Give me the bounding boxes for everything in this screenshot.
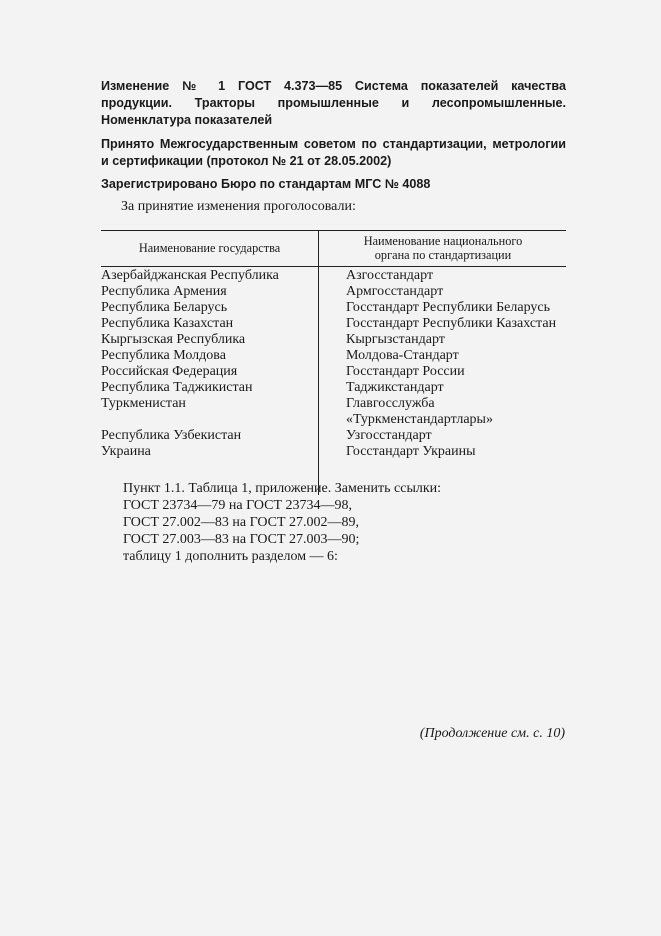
- country-cell: Республика Таджикистан: [101, 380, 253, 395]
- country-cell: Республика Молдова: [101, 348, 226, 363]
- country-cell: Азербайджанская Республика: [101, 268, 279, 283]
- org-cell: Главгосслужба «Туркменстандартлары»: [346, 396, 493, 427]
- table-body: [101, 267, 566, 460]
- table-row: [101, 332, 566, 348]
- column-header-body: [320, 234, 566, 262]
- country-cell: Украина: [101, 444, 151, 459]
- table-row: [101, 300, 566, 316]
- voted-intro: За принятие изменения проголосовали:: [121, 199, 356, 214]
- column-header-state: Наименование государства: [138, 241, 281, 255]
- table-row: [101, 316, 566, 332]
- table-row: [101, 428, 566, 444]
- country-cell: Республика Казахстан: [101, 316, 234, 331]
- org-cell: Азгосстандарт: [346, 268, 434, 283]
- amendment-line: Пункт 1.1. Таблица 1, приложение. Заменить ссылки:: [123, 481, 442, 496]
- table-row: [101, 348, 566, 364]
- table-row: [101, 268, 566, 284]
- country-cell: Кыргызская Республика: [101, 332, 246, 347]
- table-row: [101, 284, 566, 300]
- org-cell: Госстандарт России: [346, 364, 465, 379]
- org-cell: Молдова-Стандарт: [346, 348, 459, 363]
- org-cell: Кыргызстандарт: [346, 332, 445, 347]
- country-cell: Туркменистан: [101, 396, 186, 411]
- continuation-note: (Продолжение см. с. 10): [419, 726, 565, 741]
- column-header-body-line1: Наименование национального: [363, 234, 523, 248]
- adopted-statement: Принято Межгосударственным советом по стандартизации, метрологии и сертификации (протокол № 21 от 28.05.2002): [101, 137, 566, 168]
- table-row: [101, 444, 566, 460]
- amendment-text: [123, 480, 483, 565]
- country-cell: Российская Федерация: [101, 364, 238, 379]
- org-cell: Госстандарт Республики Казахстан: [346, 316, 557, 331]
- amendment-line: ГОСТ 23734—79 на ГОСТ 23734—98,: [123, 498, 353, 513]
- org-cell: Узгосстандарт: [346, 428, 432, 443]
- amendment-line: ГОСТ 27.003—83 на ГОСТ 27.003—90;: [123, 532, 360, 547]
- country-cell: Республика Армения: [101, 284, 227, 299]
- table-row: [101, 364, 566, 380]
- amendment-header: [101, 78, 566, 193]
- org-cell: Госстандарт Украины: [346, 444, 476, 459]
- amendment-line: таблицу 1 дополнить разделом — 6:: [123, 549, 338, 564]
- table-row: [101, 396, 566, 428]
- amendment-title: Изменение № 1 ГОСТ 4.373—85 Система показателей качества продукции. Тракторы промышленные и лесопромышленные. Номенклатура показателей: [101, 79, 566, 127]
- column-header-body-line2: органа по стандартизации: [374, 248, 512, 262]
- voting-table: [101, 230, 566, 460]
- registration-statement: Зарегистрировано Бюро по стандартам МГС № 4088: [101, 177, 431, 191]
- amendment-line: ГОСТ 27.002—83 на ГОСТ 27.002—89,: [123, 515, 360, 530]
- org-cell: Таджикстандарт: [346, 380, 444, 395]
- table-row: [101, 380, 566, 396]
- country-cell: Республика Узбекистан: [101, 428, 242, 443]
- column-divider: [318, 231, 319, 266]
- table-header: [101, 230, 566, 267]
- org-cell: Армгосстандарт: [346, 284, 444, 299]
- org-cell: Госстандарт Республики Беларусь: [346, 300, 551, 315]
- country-cell: Республика Беларусь: [101, 300, 228, 315]
- column-divider: [318, 267, 319, 495]
